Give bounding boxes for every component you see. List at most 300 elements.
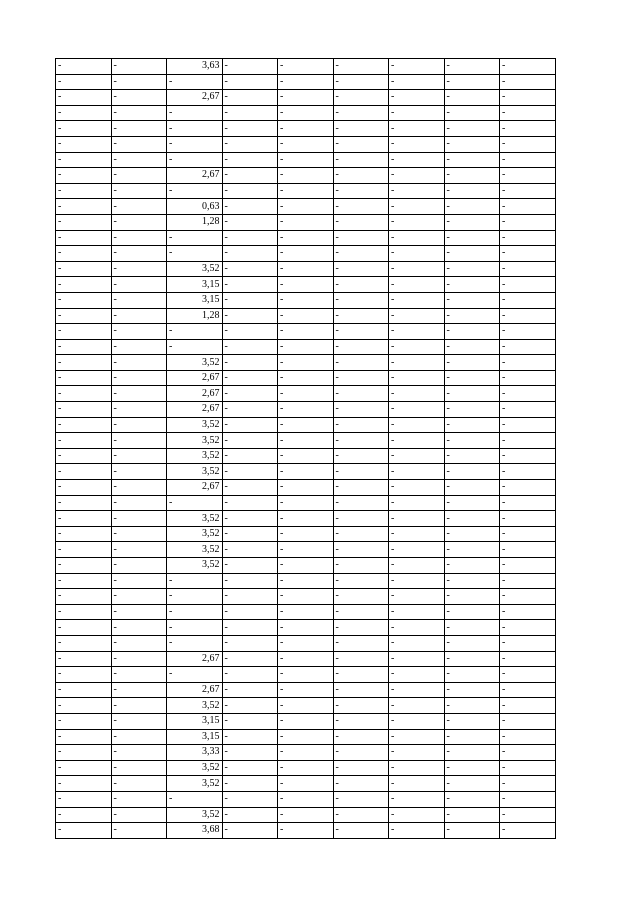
table-cell: - [222, 589, 278, 605]
table-cell: - [333, 464, 389, 480]
table-cell: - [167, 324, 223, 340]
table-cell: - [333, 402, 389, 418]
table-cell: - [500, 402, 556, 418]
table-cell: - [222, 136, 278, 152]
table-cell: - [222, 480, 278, 496]
table-cell: - [56, 791, 112, 807]
table-cell: - [333, 682, 389, 698]
table-cell: - [56, 261, 112, 277]
table-cell: - [500, 105, 556, 121]
table-cell: - [222, 542, 278, 558]
table-cell: - [500, 308, 556, 324]
table-cell: - [111, 682, 167, 698]
table-cell: - [500, 495, 556, 511]
table-cell: - [56, 620, 112, 636]
table-cell: 3,52 [167, 807, 223, 823]
table-row [56, 791, 556, 807]
table-cell: - [444, 386, 500, 402]
table-cell: - [389, 370, 445, 386]
table-cell: - [333, 152, 389, 168]
table-cell: - [111, 324, 167, 340]
table-cell: - [444, 292, 500, 308]
table-cell: - [222, 511, 278, 527]
table-row [56, 246, 556, 262]
table-cell: - [389, 682, 445, 698]
table-cell: - [333, 183, 389, 199]
table-cell: - [111, 386, 167, 402]
table-cell: - [500, 620, 556, 636]
table-cell: - [222, 370, 278, 386]
table-cell: - [389, 573, 445, 589]
table-cell: - [56, 386, 112, 402]
table-row [56, 776, 556, 792]
table-cell: - [278, 214, 334, 230]
table-row [56, 370, 556, 386]
table-cell: - [111, 558, 167, 574]
table-cell: - [222, 651, 278, 667]
table-cell: - [444, 168, 500, 184]
table-cell: - [389, 651, 445, 667]
table-cell: - [389, 183, 445, 199]
table-cell: - [111, 589, 167, 605]
table-cell: - [389, 604, 445, 620]
table-row [56, 230, 556, 246]
table-cell: - [222, 59, 278, 75]
table-cell: - [111, 261, 167, 277]
table-cell: 2,67 [167, 168, 223, 184]
table-cell: - [389, 74, 445, 90]
table-cell: - [167, 620, 223, 636]
table-cell: - [333, 324, 389, 340]
table-cell: - [222, 246, 278, 262]
table-cell: - [500, 511, 556, 527]
table-cell: 3,52 [167, 558, 223, 574]
table-cell: - [500, 667, 556, 683]
table-row [56, 729, 556, 745]
table-cell: - [333, 199, 389, 215]
table-cell: - [444, 667, 500, 683]
table-cell: - [111, 402, 167, 418]
table-cell: - [333, 667, 389, 683]
table-cell: - [56, 511, 112, 527]
table-cell: - [389, 511, 445, 527]
table-cell: - [278, 199, 334, 215]
table-cell: - [333, 807, 389, 823]
table-cell: - [500, 448, 556, 464]
table-cell: - [56, 308, 112, 324]
table-cell: - [278, 698, 334, 714]
table-cell: 3,52 [167, 355, 223, 371]
table-cell: 3,52 [167, 776, 223, 792]
table-cell: - [444, 635, 500, 651]
table-cell: - [500, 230, 556, 246]
table-cell: - [56, 105, 112, 121]
table-cell: - [111, 433, 167, 449]
table-cell: - [56, 464, 112, 480]
table-cell: - [111, 246, 167, 262]
table-cell: - [56, 402, 112, 418]
table-cell: - [389, 105, 445, 121]
table-cell: - [389, 542, 445, 558]
table-cell: - [389, 246, 445, 262]
table-row [56, 121, 556, 137]
table-cell: 3,15 [167, 277, 223, 293]
table-cell: - [500, 791, 556, 807]
table-cell: - [222, 558, 278, 574]
table-cell: - [222, 402, 278, 418]
table-cell: - [278, 480, 334, 496]
table-cell: - [222, 760, 278, 776]
table-cell: - [278, 589, 334, 605]
table-cell: - [278, 292, 334, 308]
table-cell: - [444, 729, 500, 745]
table-cell: - [56, 355, 112, 371]
table-cell: - [333, 448, 389, 464]
table-cell: - [389, 791, 445, 807]
table-cell: - [444, 604, 500, 620]
table-cell: - [56, 729, 112, 745]
table-cell: - [500, 651, 556, 667]
table-cell: - [56, 417, 112, 433]
table-cell: 3,52 [167, 464, 223, 480]
table-cell: - [56, 823, 112, 839]
table-cell: - [444, 308, 500, 324]
table-cell: - [333, 433, 389, 449]
table-cell: 0,63 [167, 199, 223, 215]
table-cell: - [389, 620, 445, 636]
table-row [56, 417, 556, 433]
table-cell: - [389, 464, 445, 480]
table-cell: - [222, 807, 278, 823]
table-cell: - [111, 745, 167, 761]
table-row [56, 573, 556, 589]
table-row [56, 823, 556, 839]
table-cell: - [333, 698, 389, 714]
table-cell: - [222, 90, 278, 106]
table-cell: - [222, 448, 278, 464]
table-cell: - [444, 433, 500, 449]
table-cell: - [56, 121, 112, 137]
table-row [56, 168, 556, 184]
table-cell: - [444, 370, 500, 386]
table-cell: - [56, 370, 112, 386]
table-cell: - [278, 433, 334, 449]
table-cell: - [500, 292, 556, 308]
table-row [56, 745, 556, 761]
table-cell: - [278, 90, 334, 106]
table-row [56, 292, 556, 308]
table-cell: - [389, 261, 445, 277]
table-cell: - [111, 651, 167, 667]
table-cell: - [500, 168, 556, 184]
table-cell: - [444, 620, 500, 636]
table-cell: - [56, 183, 112, 199]
table-cell: - [278, 370, 334, 386]
table-cell: - [333, 526, 389, 542]
table-cell: - [500, 604, 556, 620]
table-cell: - [56, 339, 112, 355]
table-cell: - [222, 495, 278, 511]
table-cell: - [333, 386, 389, 402]
table-cell: - [389, 324, 445, 340]
table-cell: 3,52 [167, 511, 223, 527]
table-cell: - [500, 59, 556, 75]
table-cell: - [333, 355, 389, 371]
table-cell: - [222, 573, 278, 589]
table-cell: - [389, 90, 445, 106]
table-cell: - [500, 558, 556, 574]
table-cell: 1,28 [167, 214, 223, 230]
table-cell: - [444, 214, 500, 230]
table-cell: - [56, 495, 112, 511]
table-cell: - [56, 635, 112, 651]
table-cell: - [222, 682, 278, 698]
table-cell: - [500, 183, 556, 199]
table-cell: 3,52 [167, 448, 223, 464]
table-cell: - [56, 74, 112, 90]
table-row [56, 152, 556, 168]
table-cell: - [389, 136, 445, 152]
table-cell: - [56, 136, 112, 152]
table-cell: - [167, 635, 223, 651]
table-cell: - [111, 183, 167, 199]
table-cell: - [333, 121, 389, 137]
table-cell: - [444, 682, 500, 698]
table-cell: - [389, 667, 445, 683]
table-cell: - [333, 760, 389, 776]
table-row [56, 90, 556, 106]
table-cell: - [278, 246, 334, 262]
table-cell: - [333, 823, 389, 839]
table-cell: - [389, 823, 445, 839]
table-cell: - [389, 558, 445, 574]
table-row [56, 136, 556, 152]
table-cell: - [222, 635, 278, 651]
table-cell: - [389, 495, 445, 511]
table-cell: - [222, 386, 278, 402]
table-cell: - [278, 682, 334, 698]
table-cell: - [111, 136, 167, 152]
table-cell: - [222, 620, 278, 636]
table-cell: - [278, 635, 334, 651]
table-cell: - [56, 90, 112, 106]
table-cell: - [444, 183, 500, 199]
table-cell: - [111, 370, 167, 386]
table-cell: - [111, 339, 167, 355]
table-cell: - [222, 183, 278, 199]
table-cell: - [444, 698, 500, 714]
table-cell: 2,67 [167, 90, 223, 106]
table-cell: - [167, 339, 223, 355]
table-cell: - [222, 308, 278, 324]
table-cell: - [56, 604, 112, 620]
table-cell: - [444, 355, 500, 371]
table-cell: - [222, 433, 278, 449]
table-cell: - [278, 417, 334, 433]
table-cell: - [444, 199, 500, 215]
table-cell: - [111, 526, 167, 542]
table-cell: - [111, 511, 167, 527]
table-cell: - [56, 526, 112, 542]
table-cell: - [333, 480, 389, 496]
table-cell: - [111, 698, 167, 714]
table-cell: - [444, 651, 500, 667]
table-cell: - [333, 558, 389, 574]
table-cell: - [278, 183, 334, 199]
table-cell: - [444, 74, 500, 90]
table-cell: - [111, 292, 167, 308]
table-cell: - [111, 277, 167, 293]
table-cell: - [222, 526, 278, 542]
table-cell: - [444, 558, 500, 574]
table-cell: - [167, 495, 223, 511]
table-cell: - [111, 713, 167, 729]
table-cell: - [222, 121, 278, 137]
table-cell: - [222, 74, 278, 90]
table-cell: - [278, 74, 334, 90]
table-cell: 3,52 [167, 433, 223, 449]
table-cell: - [56, 682, 112, 698]
table-cell: - [111, 214, 167, 230]
table-cell: 3,15 [167, 729, 223, 745]
table-cell: - [500, 760, 556, 776]
table-cell: - [389, 745, 445, 761]
table-row [56, 651, 556, 667]
table-row [56, 402, 556, 418]
table-cell: - [444, 480, 500, 496]
table-cell: - [500, 823, 556, 839]
table-row [56, 433, 556, 449]
table-cell: - [278, 745, 334, 761]
table-cell: - [278, 620, 334, 636]
table-cell: - [333, 604, 389, 620]
table-cell: 3,52 [167, 261, 223, 277]
table-cell: - [222, 417, 278, 433]
table-cell: - [389, 386, 445, 402]
table-cell: - [333, 214, 389, 230]
table-row [56, 480, 556, 496]
table-cell: - [222, 324, 278, 340]
table-cell: - [56, 807, 112, 823]
table-cell: - [278, 277, 334, 293]
table-cell: 3,52 [167, 417, 223, 433]
table-cell: - [167, 604, 223, 620]
table-cell: - [56, 246, 112, 262]
table-cell: - [56, 152, 112, 168]
table-cell: - [333, 90, 389, 106]
table-cell: - [500, 386, 556, 402]
table-cell: - [500, 635, 556, 651]
table-cell: 3,15 [167, 292, 223, 308]
table-cell: - [56, 573, 112, 589]
table-cell: - [389, 448, 445, 464]
table-cell: - [389, 589, 445, 605]
table-cell: - [111, 417, 167, 433]
table-cell: - [111, 667, 167, 683]
table-body [56, 59, 556, 839]
table-cell: - [56, 168, 112, 184]
table-cell: - [500, 745, 556, 761]
table-cell: - [56, 324, 112, 340]
table-cell: - [278, 573, 334, 589]
table-row [56, 261, 556, 277]
table-cell: - [444, 402, 500, 418]
table-row [56, 698, 556, 714]
table-cell: - [278, 448, 334, 464]
table-cell: - [500, 480, 556, 496]
table-cell: - [111, 823, 167, 839]
table-cell: - [333, 713, 389, 729]
table-cell: - [444, 246, 500, 262]
table-cell: - [333, 230, 389, 246]
table-row [56, 495, 556, 511]
table-cell: - [500, 324, 556, 340]
table-cell: - [222, 168, 278, 184]
table-cell: - [56, 448, 112, 464]
table-row [56, 526, 556, 542]
table-cell: - [278, 121, 334, 137]
table-cell: - [500, 729, 556, 745]
table-cell: - [111, 464, 167, 480]
table-cell: - [56, 667, 112, 683]
table-cell: 2,67 [167, 386, 223, 402]
table-cell: - [111, 760, 167, 776]
table-cell: - [333, 168, 389, 184]
table-row [56, 355, 556, 371]
table-cell: - [444, 760, 500, 776]
table-cell: - [500, 152, 556, 168]
table-cell: - [444, 776, 500, 792]
table-row [56, 386, 556, 402]
table-cell: - [111, 729, 167, 745]
table-cell: - [333, 745, 389, 761]
table-cell: - [278, 807, 334, 823]
table-cell: - [278, 791, 334, 807]
table-cell: - [444, 324, 500, 340]
table-row [56, 339, 556, 355]
table-cell: - [278, 59, 334, 75]
table-cell: - [333, 495, 389, 511]
table-cell: - [333, 74, 389, 90]
table-cell: - [278, 604, 334, 620]
table-cell: - [278, 168, 334, 184]
table-cell: - [222, 729, 278, 745]
table-cell: - [278, 339, 334, 355]
table-cell: - [444, 573, 500, 589]
table-cell: - [222, 230, 278, 246]
table-cell: - [111, 59, 167, 75]
table-cell: - [222, 823, 278, 839]
table-cell: - [278, 230, 334, 246]
table-cell: - [500, 246, 556, 262]
table-cell: - [111, 308, 167, 324]
table-cell: - [222, 745, 278, 761]
table-cell: - [167, 74, 223, 90]
table-cell: - [500, 589, 556, 605]
table-cell: - [389, 402, 445, 418]
table-cell: - [389, 807, 445, 823]
table-cell: - [500, 121, 556, 137]
table-cell: - [56, 230, 112, 246]
table-cell: - [444, 417, 500, 433]
table-cell: - [333, 573, 389, 589]
table-cell: - [500, 74, 556, 90]
table-cell: - [333, 292, 389, 308]
table-cell: - [222, 604, 278, 620]
table-cell: - [278, 386, 334, 402]
table-cell: - [278, 651, 334, 667]
table-cell: - [278, 105, 334, 121]
